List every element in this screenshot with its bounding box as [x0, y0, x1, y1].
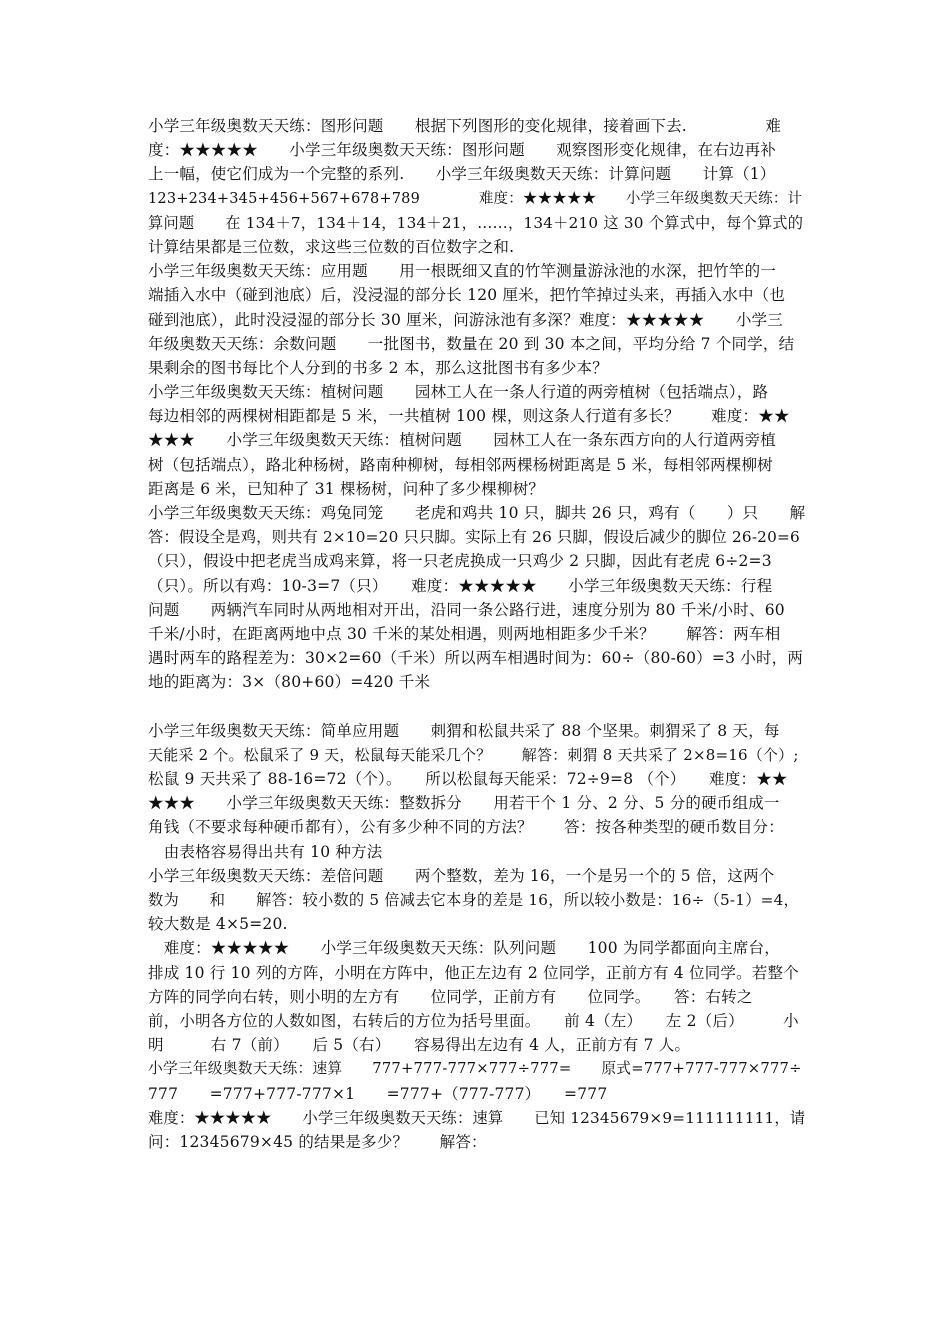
text-line: 每边相邻的两棵树相距都是 5 米，一共植树 100 棵，则这条人行道有多长？ 难度：★★	[148, 407, 790, 426]
text-line: 上一幅，使它们成为一个完整的系列. 小学三年级奥数天天练：计算问题 计算（1）	[148, 165, 776, 184]
text-line: 问题 两辆汽车同时从两地相对开出，沿同一条公路行进，速度分别为 80 千米/小时、60	[148, 600, 785, 619]
paragraph-simple-application-and-partition	[148, 719, 808, 864]
text-line: 度：★★★★★ 小学三年级奥数天天练：图形问题 观察图形变化规律，在右边再补	[148, 141, 777, 160]
text-line: 角钱（不要求每种硬币都有），公有多少种不同的方法？ 答：按各种类型的硬币数目分：	[148, 818, 784, 837]
text-line: ★★★ 小学三年级奥数天天练：整数拆分 用若干个 1 分、2 分、5 分的硬币组成一	[148, 794, 780, 813]
text-line: 排成 10 行 10 列的方阵，小明在方阵中，他正左边有 2 位同学，正前方有 4 位同学。若整个	[148, 963, 799, 982]
text-line: 天能采 2 个。松鼠采了 9 天，松鼠每天能采几个？ 解答：刺猬 8 天共采了 2×8=16（个）;	[148, 745, 799, 764]
text-line: （只）。所以有鸡：10-3=7（只） 难度：★★★★★ 小学三年级奥数天天练：行程	[148, 576, 773, 595]
text-line: 小学三年级奥数天天练：应用题 用一根既细又直的竹竿测量游泳池的水深，把竹竿的一	[148, 262, 777, 281]
text-line: 123+234+345+456+567+678+789 难度：★★★★★ 小学三年级奥数天天练：计	[148, 190, 803, 207]
text-line: 年级奥数天天练：余数问题 一批图书，数量在 20 到 30 本之间，平均分给 7 个同学，结	[148, 334, 795, 353]
text-line: 算问题 在 134＋7，134＋14，134＋21，……，134＋210 这 30 个算式中，每个算式的	[148, 213, 804, 232]
text-line: 前，小明各方位的人数如图，右转后的方位为括号里面。 前 4（左） 左 2（后） 小	[148, 1011, 799, 1030]
text-line: 明 右 7（前） 后 5（右） 容易得出左边有 4 人，正前方有 7 人。	[148, 1036, 691, 1055]
paragraph-queue-problem	[148, 936, 808, 1057]
text-line: 小学三年级奥数天天练：简单应用题 刺猬和松鼠共采了 88 个坚果。刺猬采了 8 天，每	[148, 721, 780, 740]
text-line: 问：12345679×45 的结果是多少？ 解答：	[148, 1132, 487, 1151]
paragraph-fast-calculation	[148, 1057, 808, 1105]
blank-line	[148, 695, 808, 719]
text-line: 小学三年级奥数天天练：差倍问题 两个整数，差为 16，一个是另一个的 5 倍，这两个	[148, 866, 775, 885]
text-line: 难度：★★★★★ 小学三年级奥数天天练：队列问题 100 为同学都面向主席台，	[148, 939, 780, 958]
text-line: 树（包括端点），路北种杨树，路南种柳树，每相邻两棵杨树距离是 5 米，每相邻两棵柳树	[148, 455, 773, 474]
text-line: 端插入水中（碰到池底）后，没浸湿的部分长 120 厘米，把竹竿掉过头来，再插入水中（也	[148, 286, 786, 305]
text-line: 遇时两车的路程差为：30×2=60（千米）所以两车相遇时间为：60÷（80-60）=3 小时，两	[148, 649, 804, 668]
paragraph-tree-planting	[148, 380, 808, 501]
text-line: 较大数是 4×5=20.	[148, 915, 288, 934]
text-line: 小学三年级奥数天天练：植树问题 园林工人在一条人行道的两旁植树（包括端点），路	[148, 383, 769, 402]
text-line: 松鼠 9 天共采了 88-16=72（个）。 所以松鼠每天能采：72÷9=8 （个） 难度：★★	[148, 770, 788, 789]
text-line: 距离是 6 米，已知种了 31 棵杨树，问种了多少棵柳树？	[148, 479, 545, 498]
paragraph-graphics-and-calculation	[148, 114, 808, 259]
text-line: 地的距离为：3×（80+60）=420 千米	[148, 673, 431, 692]
text-line: 777 =777+777-777×1 =777+（777-777） =777	[148, 1084, 608, 1103]
text-line: 小学三年级奥数天天练：速算 777+777-777×777÷777= 原式=777+777-777×777÷	[148, 1060, 802, 1078]
text-line: 果剩余的图书每比个人分到的书多 2 本，那么这批图书有多少本？	[148, 358, 608, 377]
text-line: 千米/小时，在距离两地中点 30 千米的某处相遇，则两地相距多少千米？ 解答：两车相	[148, 624, 781, 643]
text-line: 小学三年级奥数天天练：图形问题 根据下列图形的变化规律，接着画下去. 难	[148, 117, 782, 135]
text-line: （只），假设中把老虎当成鸡来算，将一只老虎换成一只鸡少 2 只脚，因此有老虎 6÷2=3	[148, 552, 772, 571]
paragraph-fast-calculation-2	[148, 1106, 808, 1154]
text-line: 碰到池底），此时没浸湿的部分长 30 厘米，问游泳池有多深？难度：★★★★★ 小学三	[148, 310, 783, 329]
text-line: 数为 和 解答：较小数的 5 倍减去它本身的差是 16，所以较小数是：16÷（5-1）=4，	[148, 891, 799, 909]
text-line: ★★★ 小学三年级奥数天天练：植树问题 园林工人在一条东西方向的人行道两旁植	[148, 431, 777, 450]
text-line: 答：假设全是鸡，则共有 2×10=20 只只脚。实际上有 26 只脚，假设后减少的脚位 26-20=6	[148, 528, 800, 547]
text-line: 方阵的同学向右转，则小明的左方有 位同学，正前方有 位同学。 答：右转之	[148, 987, 753, 1006]
document-body	[148, 114, 808, 1154]
text-line: 难度：★★★★★ 小学三年级奥数天天练：速算 已知 12345679×9=111111111，请	[148, 1108, 806, 1127]
paragraph-difference-multiple	[148, 864, 808, 937]
text-line: 由表格容易得出共有 10 种方法	[148, 842, 383, 861]
text-line: 计算结果都是三位数，求这些三位数的百位数字之和.	[148, 237, 515, 256]
text-line: 小学三年级奥数天天练：鸡兔同笼 老虎和鸡共 10 只，脚共 26 只，鸡有（ ）只 解	[148, 504, 806, 522]
paragraph-application-and-remainder	[148, 259, 808, 380]
paragraph-chicken-rabbit-and-travel	[148, 501, 808, 695]
